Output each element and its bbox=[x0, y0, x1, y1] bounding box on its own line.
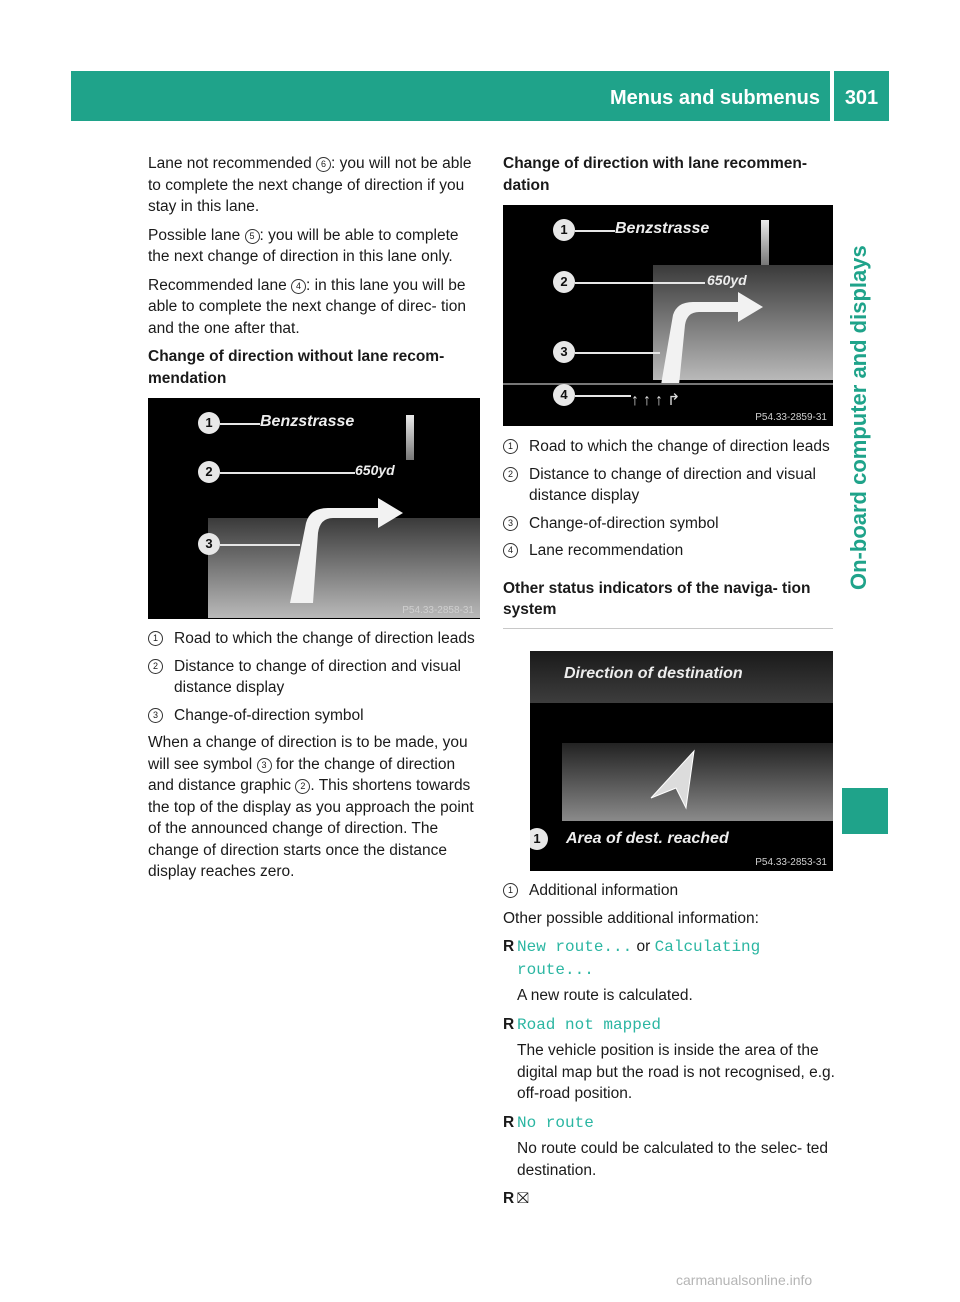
paragraph-lane-not-recommended: Lane not recommended 6 : you will not be able to complete the next change of direction if you stay in this lane. bbox=[148, 155, 472, 215]
badge-2: 2 bbox=[553, 271, 575, 293]
list-item: 2 Distance to change of direction and visual distance display bbox=[148, 656, 480, 699]
right-column bbox=[503, 153, 833, 203]
badge-2: 2 bbox=[198, 461, 220, 483]
callout-line-1 bbox=[575, 230, 615, 232]
figure-code: P54.33-2859-31 bbox=[755, 412, 827, 423]
symbol-5: 5 bbox=[245, 229, 260, 244]
figure-destination bbox=[530, 651, 833, 871]
list-item: 1 Road to which the change of direction leads bbox=[503, 436, 833, 458]
heading-without-lane: Change of direction without lane recom- mendation bbox=[148, 348, 445, 387]
divider bbox=[503, 628, 833, 629]
callout-line-2 bbox=[575, 282, 705, 284]
street-name: Benzstrasse bbox=[260, 413, 355, 430]
symbol-6: 6 bbox=[316, 157, 331, 172]
symbol-4: 4 bbox=[291, 279, 306, 294]
left-column-lower bbox=[148, 628, 480, 890]
left-column bbox=[148, 153, 480, 396]
bullet-no-route: R No route bbox=[503, 1113, 594, 1132]
callout-line-1 bbox=[220, 423, 260, 425]
bullet-road-not-mapped: R Road not mapped bbox=[503, 1015, 662, 1034]
callout-line-3 bbox=[220, 544, 300, 546]
side-tab-label: On-board computer and displays bbox=[846, 245, 871, 590]
callout-line-4 bbox=[575, 395, 631, 397]
list-item: 2 Distance to change of direction and visual distance display bbox=[503, 464, 833, 507]
list-item: 1 Road to which the change of direction leads bbox=[148, 628, 480, 650]
list-item: 4 Lane recommendation bbox=[503, 540, 833, 562]
lane-arrows-icon: ↑↑↑↱ bbox=[631, 392, 685, 409]
other-info-intro: Other possible additional information: bbox=[503, 909, 759, 927]
area-reached-label: Area of dest. reached bbox=[566, 830, 729, 847]
distance-label: 650yd bbox=[707, 272, 747, 288]
right-column-middle bbox=[503, 436, 833, 643]
badge-1: 1 bbox=[553, 219, 575, 241]
badge-1: 1 bbox=[198, 412, 220, 434]
street-name: Benzstrasse bbox=[615, 220, 710, 237]
distance-bar bbox=[406, 415, 414, 460]
figure-code: P54.33-2858-31 bbox=[402, 605, 474, 616]
footer-watermark: carmanualsonline.info bbox=[676, 1272, 813, 1288]
distance-bar bbox=[761, 220, 769, 265]
callout-line-2 bbox=[220, 472, 355, 474]
list-item: 1 Additional information bbox=[503, 880, 835, 902]
heading-with-lane: Change of direction with lane recommen- dation bbox=[503, 155, 808, 194]
bullet-destination-flag: R ⛝ bbox=[503, 1190, 529, 1207]
bullet-desc: No route could be calculated to the selec- ted destination. bbox=[517, 1140, 829, 1179]
figure-code: P54.33-2853-31 bbox=[755, 857, 827, 868]
badge-4: 4 bbox=[553, 384, 575, 406]
bullet-desc: A new route is calculated. bbox=[517, 987, 693, 1004]
turn-arrow-icon bbox=[653, 280, 783, 390]
section-title: Menus and submenus bbox=[609, 87, 820, 109]
paragraph-symbol-explanation: When a change of direction is to be made, you will see symbol 3 for the change of direction and distance graphic 2 . This shortens towards the top of the display as you approach the point of the announced change of direction. The change of direction starts once the distance display reaches zero. bbox=[148, 734, 474, 880]
figure-without-lane bbox=[148, 398, 480, 619]
paragraph-recommended-lane: Recommended lane 4 : in this lane you will be able to complete the next change of direc- tion and the one after that. bbox=[148, 276, 466, 337]
badge-1: 1 bbox=[530, 828, 548, 850]
right-column-lower bbox=[503, 880, 835, 1214]
direction-arrow-icon bbox=[646, 743, 706, 813]
checkered-flag-icon: ⛝ bbox=[517, 1190, 529, 1207]
turn-arrow-icon bbox=[278, 493, 418, 603]
bullet-desc: The vehicle position is inside the area of the digital map but the road is not recognised, e.g. off-road position. bbox=[517, 1042, 835, 1102]
destination-title: Direction of destination bbox=[564, 665, 743, 682]
lane-divider bbox=[503, 383, 833, 385]
list-item: 3 Change-of-direction symbol bbox=[503, 513, 833, 535]
heading-status-indicators: Other status indicators of the naviga- tion system bbox=[503, 579, 811, 618]
side-tab-marker bbox=[842, 788, 888, 834]
paragraph-possible-lane: Possible lane 5 : you will be able to complete the next change of direction in this lane only. bbox=[148, 226, 459, 265]
list-item: 3 Change-of-direction symbol bbox=[148, 705, 480, 727]
distance-label: 650yd bbox=[355, 462, 395, 478]
bullet-new-route: R New route... or Calculating route... bbox=[503, 938, 761, 979]
figure-with-lane bbox=[503, 205, 833, 426]
callout-line-3 bbox=[575, 352, 660, 354]
badge-3: 3 bbox=[198, 533, 220, 555]
page-number: 301 bbox=[844, 87, 879, 109]
badge-3: 3 bbox=[553, 341, 575, 363]
